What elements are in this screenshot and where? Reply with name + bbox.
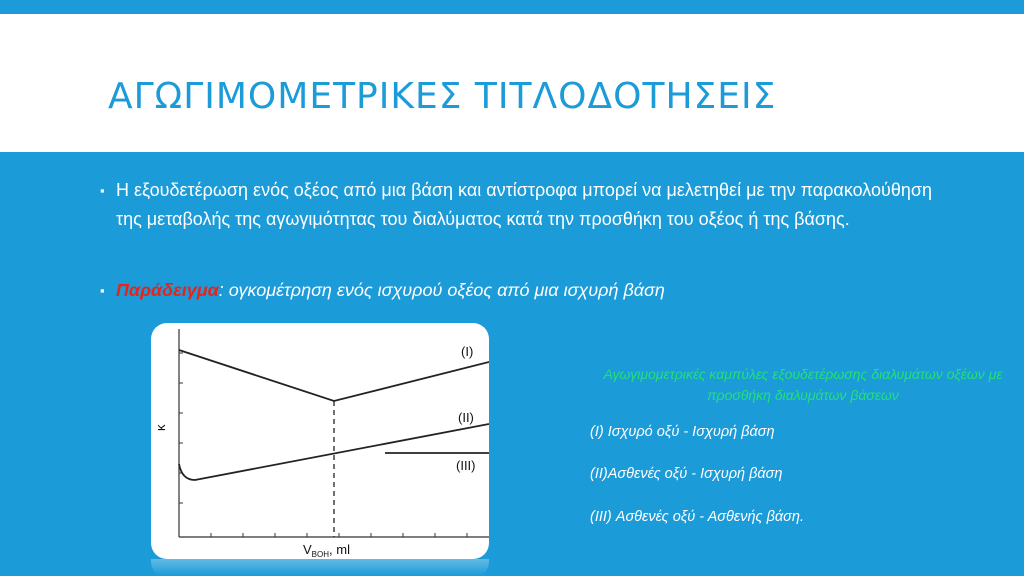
bullet-2-text [116, 276, 936, 305]
conductometric-chart [151, 323, 489, 559]
example-label: Παράδειγμα [116, 280, 219, 300]
series-label-I: (I) [461, 344, 474, 359]
example-text: : ογκομέτρηση ενός ισχυρού οξέος από μια ισχυρή βάση [218, 280, 665, 300]
legend-item-II: (II)Ασθενές οξύ - Ισχυρή βάση [590, 466, 783, 482]
slide-title: ΑΓΩΓΙΜΟΜΕΤΡΙΚΕΣ ΤΙΤΛΟΔΟΤΗΣΕΙΣ [108, 76, 777, 117]
top-band [0, 0, 1024, 14]
chart-reflection [151, 559, 489, 576]
bullet-marker: ▪ [100, 183, 105, 198]
y-axis-label: κ [153, 424, 168, 431]
series-label-III: (III) [456, 458, 476, 473]
x-axis-label-sub: BOH [311, 550, 330, 559]
bullet-marker: ▪ [100, 283, 105, 298]
x-axis-label [303, 542, 350, 559]
curve-I [179, 350, 489, 401]
title-area [0, 14, 1024, 152]
x-axis-label-main: V [303, 542, 312, 557]
legend-item-III: (III) Ασθενές οξύ - Ασθενής βάση. [590, 509, 805, 525]
series-label-II: (II) [458, 410, 474, 425]
chart-caption: Αγωγιμομετρικές καμπύλες εξουδετέρωσης διαλυμάτων οξέων με προσθήκη διαλυμάτων βάσεων [603, 366, 1003, 403]
chart-svg [151, 323, 489, 559]
bullet-1-text: Η εξουδετέρωση ενός οξέος από μια βάση και αντίστροφα μπορεί να μελετηθεί με την παρακολούθηση της μεταβολής της αγωγιμότητας του διαλύματος κατά την προσθήκη του οξέος ή της βάσης. [116, 180, 932, 229]
x-axis-label-unit: , ml [329, 542, 350, 557]
legend-item-I: (I) Ισχυρό οξύ - Ισχυρή βάση [590, 424, 775, 440]
y-axis-ticks [179, 353, 183, 503]
